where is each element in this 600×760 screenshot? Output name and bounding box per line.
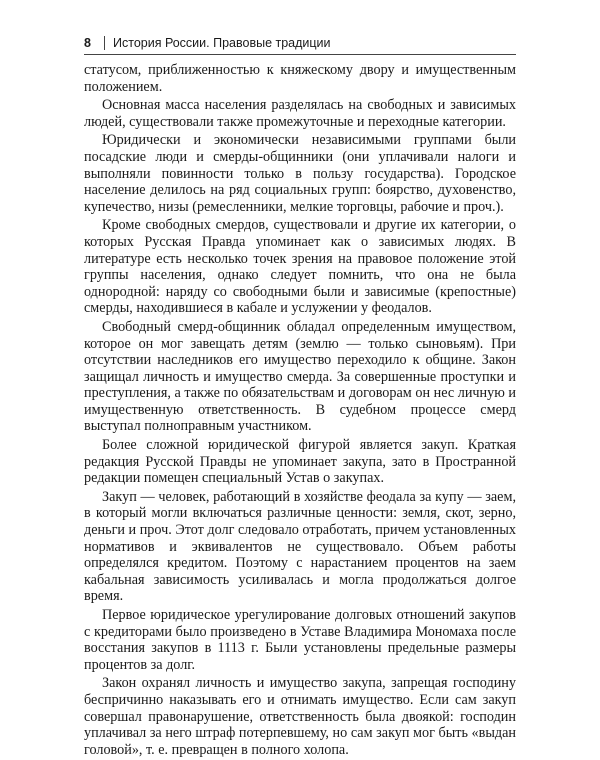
page-number: 8 <box>84 36 91 50</box>
paragraph: Юридически и экономически независимыми группами были посадские люди и смерды-общинники (они уплачивали налоги и выполняли повинности только в пользу государства). Городское население делилось на ряд социальных групп: боярство, духовенство, купечество, низы (ремесленники, мелкие торговцы, рабочие и проч.). <box>84 132 516 215</box>
body-text <box>84 62 516 760</box>
paragraph: Первое юридическое урегулирование долговых отношений закупов с кредиторами было произведено в Уставе Владимира Мономаха после восстания закупов в 1113 г. Были установлены предельные размеры процентов за долг. <box>84 607 516 673</box>
paragraph: Свободный смерд-общинник обладал определенным имуществом, которое он мог завещать детям (землю — только сыновьям). При отсутствии наследников его имущество переходило к общине. Закон защищал личность и имущество смерда. За совершенные проступки и преступления, а также по обязательствам и договорам он нес личную и имущественную ответственность. В судебном процессе смерд выступал полноправным участником. <box>84 318 516 435</box>
paragraph: Более сложной юридической фигурой является закуп. Краткая редакция Русской Правды не упоминает закупа, зато в Пространной редакции помещен специальный Устав о закупах. <box>84 437 516 487</box>
paragraph: Закон охранял личность и имущество закупа, запрещая господину беспричинно наказывать его и отнимать имущество. Если сам закуп совершал правонарушение, ответственность была двоякой: господин уплачивал за него штраф потерпевшему, но сам закуп мог быть «выдан головой», т. е. превращен в полного холопа. <box>84 675 516 758</box>
paragraph: Основная масса населения разделялась на свободных и зависимых людей, существовали также промежуточные и переходные категории. <box>84 97 516 130</box>
running-header <box>84 34 516 55</box>
running-header-title: История России. Правовые традиции <box>113 36 331 50</box>
header-separator <box>104 36 105 50</box>
paragraph: статусом, приближенностью к княжескому двору и имущественным положением. <box>84 62 516 95</box>
paragraph: Кроме свободных смердов, существовали и другие их категории, о которых Русская Правда упоминает как о зависимых людях. В литературе есть несколько точек зрения на правовое положение этой группы населения, однако следует помнить, что она не была однородной: наряду со свободными были и зависимые (крепостные) смерды, находившиеся в кабале и услужении у феодалов. <box>84 217 516 317</box>
paragraph: Закуп — человек, работающий в хозяйстве феодала за купу — заем, в который могли включаться различные ценности: земля, скот, зерно, деньги и проч. Этот долг следовало отработать, причем установленных нормативов и эквивалентов не существовало. Объем работы определялся кредитом. Поэтому с нарастанием процентов на заем кабальная зависимость усиливалась и могла продолжаться долгое время. <box>84 488 516 605</box>
